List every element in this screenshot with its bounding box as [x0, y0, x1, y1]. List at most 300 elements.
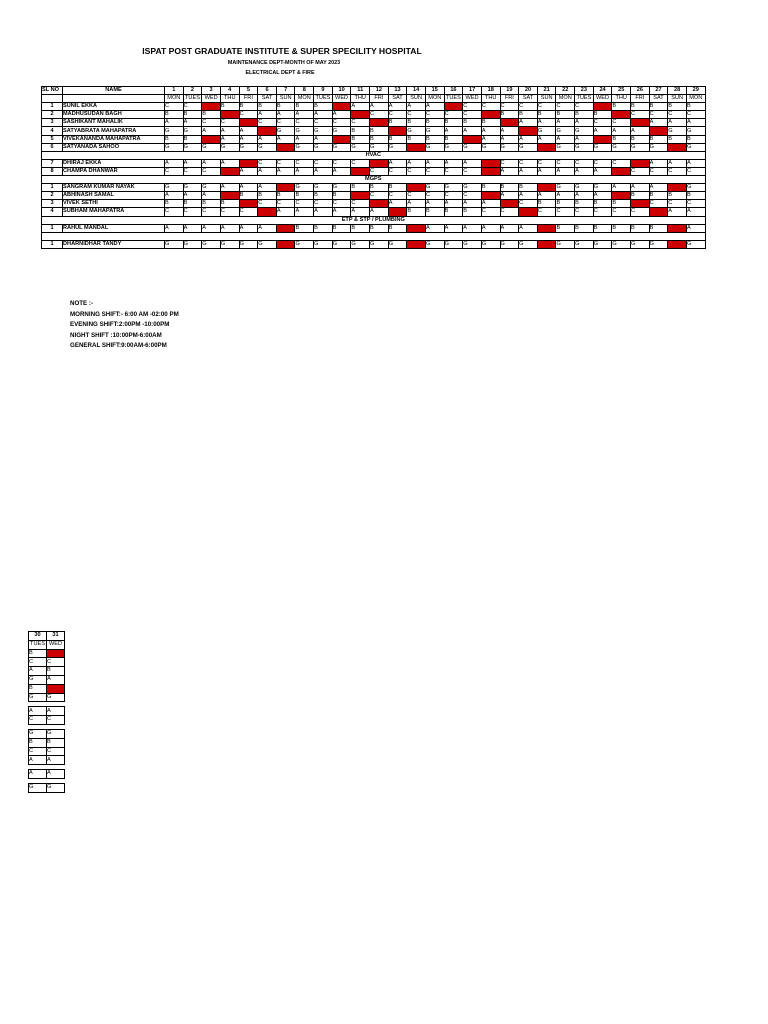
weekday-header: WED — [47, 640, 65, 649]
shift-cell: B — [47, 667, 65, 676]
shift-cell: A — [220, 135, 239, 143]
week-off-cell: W/O — [519, 127, 538, 135]
shift-cell: A — [29, 707, 47, 716]
date-header: 7 — [276, 87, 295, 95]
shift-cell: A — [575, 192, 594, 200]
date-header: 31 — [47, 632, 65, 641]
week-off-cell: W/O — [612, 167, 631, 175]
shift-cell: G — [519, 240, 538, 248]
weekday-header: TUES — [315, 95, 331, 102]
shift-cell: G — [165, 127, 184, 135]
date-header: 15 — [425, 87, 444, 95]
shift-cell: A — [351, 103, 370, 111]
shift-cell: A — [332, 111, 351, 119]
date-header: 23 — [575, 87, 594, 95]
serial-number: 1 — [42, 240, 63, 248]
week-off-cell: W/O — [407, 143, 426, 151]
shift-cell: G — [463, 240, 482, 248]
roster-table — [41, 86, 705, 249]
shift-cell: C — [332, 119, 351, 127]
shift-cell: C — [239, 208, 258, 216]
shift-cell: G — [631, 143, 650, 151]
date-header: 26 — [631, 87, 650, 95]
overflow-row — [29, 747, 65, 756]
week-off-cell: W/O — [276, 184, 295, 192]
shift-cell: A — [407, 200, 426, 208]
shift-cell: C — [407, 192, 426, 200]
shift-cell: B — [388, 224, 407, 232]
shift-cell: A — [500, 224, 519, 232]
shift-cell: C — [29, 716, 47, 725]
shift-cell: G — [668, 127, 687, 135]
shift-cell: A — [556, 167, 575, 175]
shift-cell: G — [556, 143, 575, 151]
shift-cell: B — [425, 119, 444, 127]
staff-row — [42, 119, 706, 127]
shift-cell: C — [165, 208, 184, 216]
shift-cell: A — [332, 167, 351, 175]
shift-cell: B — [686, 192, 705, 200]
staff-row — [42, 159, 706, 167]
shift-cell: B — [295, 103, 314, 111]
shift-cell: C — [444, 111, 463, 119]
shift-cell: A — [612, 184, 631, 192]
shift-cell: A — [500, 192, 519, 200]
weekday-header: THU — [351, 95, 370, 103]
shift-cell: C — [444, 192, 463, 200]
shift-cell: B — [314, 224, 333, 232]
shift-cell: B — [388, 184, 407, 192]
shift-cell: C — [183, 103, 202, 111]
shift-cell: C — [351, 159, 370, 167]
shift-cell: A — [239, 184, 258, 192]
shift-cell: C — [593, 159, 612, 167]
shift-cell: B — [612, 135, 631, 143]
shift-cell: G — [165, 240, 184, 248]
shift-cell: C — [47, 658, 65, 667]
shift-cell: C — [332, 200, 351, 208]
shift-cell: C — [631, 111, 650, 119]
shift-cell: B — [332, 224, 351, 232]
shift-cell: A — [668, 159, 687, 167]
shift-cell: A — [519, 167, 538, 175]
shift-cell: G — [686, 184, 705, 192]
shift-cell: G — [183, 184, 202, 192]
shift-cell: G — [47, 729, 65, 738]
shift-cell: A — [425, 103, 444, 111]
shift-cell: G — [220, 143, 239, 151]
shift-cell: A — [239, 224, 258, 232]
week-off-cell: W/O — [220, 167, 239, 175]
shift-cell: G — [165, 184, 184, 192]
shift-cell: G — [500, 240, 519, 248]
serial-number: 7 — [42, 159, 63, 167]
shift-cell: B — [593, 224, 612, 232]
shift-cell: C — [631, 167, 650, 175]
week-off-cell: W/O — [276, 240, 295, 248]
shift-cell: G — [481, 143, 500, 151]
weekday-header: FRI — [370, 95, 389, 103]
weekday-header: MON — [295, 95, 314, 103]
staff-row — [42, 167, 706, 175]
shift-cell: B — [370, 127, 389, 135]
hospital-title: ISPAT POST GRADUATE INSTITUTE & SUPER SPECILITY HOSPITAL — [142, 46, 422, 56]
shift-cell: A — [29, 667, 47, 676]
shift-cell: G — [183, 127, 202, 135]
week-off-cell: W/O — [407, 240, 426, 248]
shift-cell: A — [556, 135, 575, 143]
shift-cell: C — [519, 200, 538, 208]
serial-number: 4 — [42, 127, 63, 135]
week-off-cell: W/O — [444, 103, 463, 111]
shift-cell: A — [258, 184, 277, 192]
shift-cell: B — [295, 192, 314, 200]
shift-cell: G — [314, 127, 333, 135]
shift-cell: B — [575, 111, 594, 119]
shift-cell: B — [631, 135, 650, 143]
shift-cell: A — [481, 200, 500, 208]
shift-cell: G — [183, 143, 202, 151]
shift-cell: B — [668, 135, 687, 143]
overflow-row — [29, 658, 65, 667]
week-off-cell: W/O — [649, 127, 668, 135]
date-header: 9 — [314, 87, 333, 95]
week-off-cell: W/O — [351, 111, 370, 119]
shift-cell: B — [165, 200, 184, 208]
shift-cell: B — [239, 192, 258, 200]
date-header: 12 — [370, 87, 389, 95]
shift-cell: A — [239, 135, 258, 143]
shift-cell: B — [668, 192, 687, 200]
shift-cell: A — [202, 192, 221, 200]
shift-cell: B — [444, 208, 463, 216]
shift-cell: B — [258, 192, 277, 200]
shift-cell: G — [407, 127, 426, 135]
shift-cell: B — [425, 208, 444, 216]
shift-cell: C — [556, 208, 575, 216]
shift-cell: C — [314, 200, 333, 208]
date-header: 21 — [537, 87, 556, 95]
shift-cell: A — [220, 127, 239, 135]
week-off-cell: W/O — [220, 192, 239, 200]
week-off-cell: W/O — [332, 103, 351, 111]
shift-cell: B — [463, 208, 482, 216]
week-off-cell: W/O — [537, 184, 556, 192]
staff-name: DHIRAJ EKKA — [63, 159, 165, 167]
shift-cell: G — [444, 184, 463, 192]
week-off-cell: W/O — [47, 684, 65, 693]
staff-name: VIVEK SETHI — [63, 200, 165, 208]
shift-cell: A — [29, 756, 47, 765]
shift-cell: A — [593, 127, 612, 135]
weekday-header: SAT — [649, 95, 668, 103]
week-off-cell: W/O — [537, 224, 556, 232]
weekday-header: WED — [332, 95, 351, 103]
week-off-cell: W/O — [537, 240, 556, 248]
shift-cell: C — [388, 111, 407, 119]
shift-cell: C — [314, 159, 333, 167]
shift-cell: B — [239, 103, 258, 111]
shift-cell: B — [537, 200, 556, 208]
shift-cell: G — [575, 143, 594, 151]
week-off-cell: W/O — [500, 200, 519, 208]
staff-row — [42, 200, 706, 208]
staff-row — [42, 184, 706, 192]
shift-cell: G — [593, 143, 612, 151]
shift-cell: B — [481, 184, 500, 192]
weekday-header: MON — [556, 95, 575, 103]
overflow-row — [29, 693, 65, 702]
shift-cell: A — [407, 159, 426, 167]
shift-cell: G — [686, 127, 705, 135]
week-off-cell: W/O — [388, 127, 407, 135]
staff-name: SATYABRATA MAHAPATRA — [63, 127, 165, 135]
shift-cell: A — [425, 159, 444, 167]
shift-cell: C — [183, 167, 202, 175]
shift-cell: C — [537, 208, 556, 216]
shift-cell: G — [29, 783, 47, 792]
week-off-cell: W/O — [668, 143, 687, 151]
shift-cell: B — [258, 103, 277, 111]
week-off-cell: W/O — [481, 167, 500, 175]
shift-cell: C — [556, 159, 575, 167]
shift-notes — [70, 299, 179, 352]
shift-cell: G — [425, 240, 444, 248]
overflow-row — [29, 684, 65, 693]
shift-cell: C — [202, 208, 221, 216]
shift-cell: C — [29, 747, 47, 756]
week-off-cell: W/O — [500, 119, 519, 127]
shift-cell: C — [183, 208, 202, 216]
weekday-header: SUN — [668, 95, 687, 103]
shift-cell: B — [556, 200, 575, 208]
week-off-cell: W/O — [370, 200, 389, 208]
overflow-row — [29, 770, 65, 779]
sl-no-header: SL NO — [42, 87, 63, 95]
week-off-cell: W/O — [276, 224, 295, 232]
name-header: NAME — [63, 87, 165, 95]
shift-cell: C — [314, 119, 333, 127]
shift-cell: A — [537, 135, 556, 143]
shift-cell: A — [425, 224, 444, 232]
week-off-cell: W/O — [370, 119, 389, 127]
shift-cell: A — [444, 159, 463, 167]
shift-cell: G — [649, 240, 668, 248]
shift-cell: A — [686, 119, 705, 127]
week-off-cell: W/O — [351, 192, 370, 200]
shift-cell: A — [276, 208, 295, 216]
date-header: 19 — [500, 87, 519, 95]
staff-name: MADHUSUDAN BAGH — [63, 111, 165, 119]
weekday-header: SUN — [276, 95, 295, 103]
shift-cell: A — [686, 208, 705, 216]
shift-cell: G — [47, 783, 65, 792]
overflow-row — [29, 707, 65, 716]
shift-cell: C — [686, 200, 705, 208]
date-header: 2 — [183, 87, 202, 95]
shift-cell: C — [47, 747, 65, 756]
shift-cell: C — [258, 159, 277, 167]
shift-cell: B — [47, 738, 65, 747]
shift-cell: A — [258, 167, 277, 175]
staff-row — [42, 208, 706, 216]
staff-row — [42, 143, 706, 151]
week-off-cell: W/O — [239, 200, 258, 208]
shift-cell: B — [649, 103, 668, 111]
shift-cell: B — [351, 135, 370, 143]
shift-cell: G — [463, 184, 482, 192]
department-title: ELECTRICAL DEPT & FIRE — [245, 70, 315, 76]
date-header: 4 — [220, 87, 239, 95]
shift-cell: C — [593, 119, 612, 127]
staff-name: SATYANADA SAHOO — [63, 143, 165, 151]
shift-cell: B — [183, 135, 202, 143]
shift-cell: A — [388, 103, 407, 111]
shift-cell: A — [258, 135, 277, 143]
shift-cell: C — [388, 192, 407, 200]
week-off-cell: W/O — [668, 224, 687, 232]
shift-cell: A — [183, 192, 202, 200]
week-off-cell: W/O — [202, 135, 221, 143]
date-header: 8 — [295, 87, 314, 95]
weekday-header: TUES — [185, 95, 200, 102]
shift-cell: A — [314, 208, 333, 216]
shift-cell: A — [556, 192, 575, 200]
shift-cell: C — [463, 167, 482, 175]
notes-heading: NOTE :- — [70, 300, 94, 307]
shift-cell: C — [649, 200, 668, 208]
shift-cell: A — [668, 208, 687, 216]
shift-cell: G — [649, 143, 668, 151]
shift-cell: B — [370, 184, 389, 192]
staff-row — [42, 103, 706, 111]
shift-cell: G — [29, 675, 47, 684]
overflow-row — [29, 716, 65, 725]
shift-cell: B — [556, 111, 575, 119]
shift-cell: B — [612, 224, 631, 232]
week-off-cell: W/O — [276, 143, 295, 151]
staff-name: VIVEKANANDA MAHAPATRA — [63, 135, 165, 143]
week-off-cell: W/O — [631, 200, 650, 208]
serial-number: 1 — [42, 103, 63, 111]
shift-cell: A — [649, 184, 668, 192]
shift-cell: G — [686, 143, 705, 151]
shift-cell: A — [332, 208, 351, 216]
weekday-header: SAT — [258, 95, 277, 103]
shift-cell: A — [668, 119, 687, 127]
shift-cell: B — [407, 119, 426, 127]
shift-cell: C — [556, 103, 575, 111]
week-off-cell: W/O — [481, 192, 500, 200]
evening-shift-note: EVENING SHIFT:2:00PM -10:00PM — [70, 321, 170, 328]
shift-cell: A — [575, 119, 594, 127]
shift-cell: B — [444, 135, 463, 143]
week-off-cell: W/O — [631, 159, 650, 167]
shift-cell: A — [276, 167, 295, 175]
shift-cell: A — [537, 119, 556, 127]
shift-cell: G — [575, 127, 594, 135]
shift-cell: B — [631, 224, 650, 232]
shift-cell: A — [481, 224, 500, 232]
shift-cell: B — [276, 103, 295, 111]
shift-cell: G — [258, 143, 277, 151]
shift-cell: A — [631, 127, 650, 135]
serial-number: 1 — [42, 184, 63, 192]
week-off-cell: W/O — [668, 240, 687, 248]
blank-cell — [42, 95, 63, 103]
staff-row — [42, 240, 706, 248]
shift-cell: B — [649, 192, 668, 200]
shift-cell: B — [29, 738, 47, 747]
week-off-cell: W/O — [258, 208, 277, 216]
shift-cell: B — [444, 119, 463, 127]
overflow-row — [29, 756, 65, 765]
spacer-row — [42, 232, 706, 240]
shift-cell: C — [239, 111, 258, 119]
shift-cell: G — [481, 240, 500, 248]
shift-cell: B — [519, 184, 538, 192]
shift-cell: A — [500, 127, 519, 135]
shift-cell: A — [220, 184, 239, 192]
shift-cell: G — [239, 240, 258, 248]
week-off-cell: W/O — [537, 143, 556, 151]
shift-cell: A — [295, 208, 314, 216]
shift-cell: A — [388, 159, 407, 167]
shift-cell: C — [686, 111, 705, 119]
shift-cell: C — [295, 119, 314, 127]
week-off-cell: W/O — [612, 111, 631, 119]
date-header: 28 — [668, 87, 687, 95]
weekday-header: TUES — [29, 640, 47, 649]
week-off-cell: W/O — [612, 192, 631, 200]
shift-cell: G — [425, 184, 444, 192]
shift-cell: A — [314, 167, 333, 175]
shift-cell: A — [649, 119, 668, 127]
shift-cell: B — [500, 184, 519, 192]
staff-row — [42, 135, 706, 143]
shift-cell: A — [519, 119, 538, 127]
shift-cell: A — [463, 127, 482, 135]
shift-cell: B — [29, 649, 47, 658]
shift-cell: B — [686, 135, 705, 143]
shift-cell: C — [500, 159, 519, 167]
date-header: 3 — [202, 87, 221, 95]
shift-cell: A — [295, 167, 314, 175]
shift-cell: C — [500, 208, 519, 216]
shift-cell: A — [481, 135, 500, 143]
date-header: 10 — [332, 87, 351, 95]
shift-cell: B — [314, 192, 333, 200]
shift-cell: A — [444, 224, 463, 232]
shift-cell: G — [575, 184, 594, 192]
shift-cell: G — [388, 240, 407, 248]
date-header: 22 — [556, 87, 575, 95]
shift-cell: A — [239, 167, 258, 175]
shift-cell: G — [202, 240, 221, 248]
weekday-header: FRI — [239, 95, 258, 103]
shift-cell: B — [575, 224, 594, 232]
weekday-header: THU — [612, 95, 631, 103]
shift-cell: C — [258, 119, 277, 127]
weekday-header: MON — [165, 95, 184, 103]
shift-cell: A — [47, 756, 65, 765]
date-header: 20 — [519, 87, 538, 95]
shift-cell: A — [519, 135, 538, 143]
shift-cell: G — [537, 127, 556, 135]
shift-cell: G — [258, 240, 277, 248]
shift-cell: A — [444, 200, 463, 208]
staff-name: SASHIKANT MAHALIK — [63, 119, 165, 127]
